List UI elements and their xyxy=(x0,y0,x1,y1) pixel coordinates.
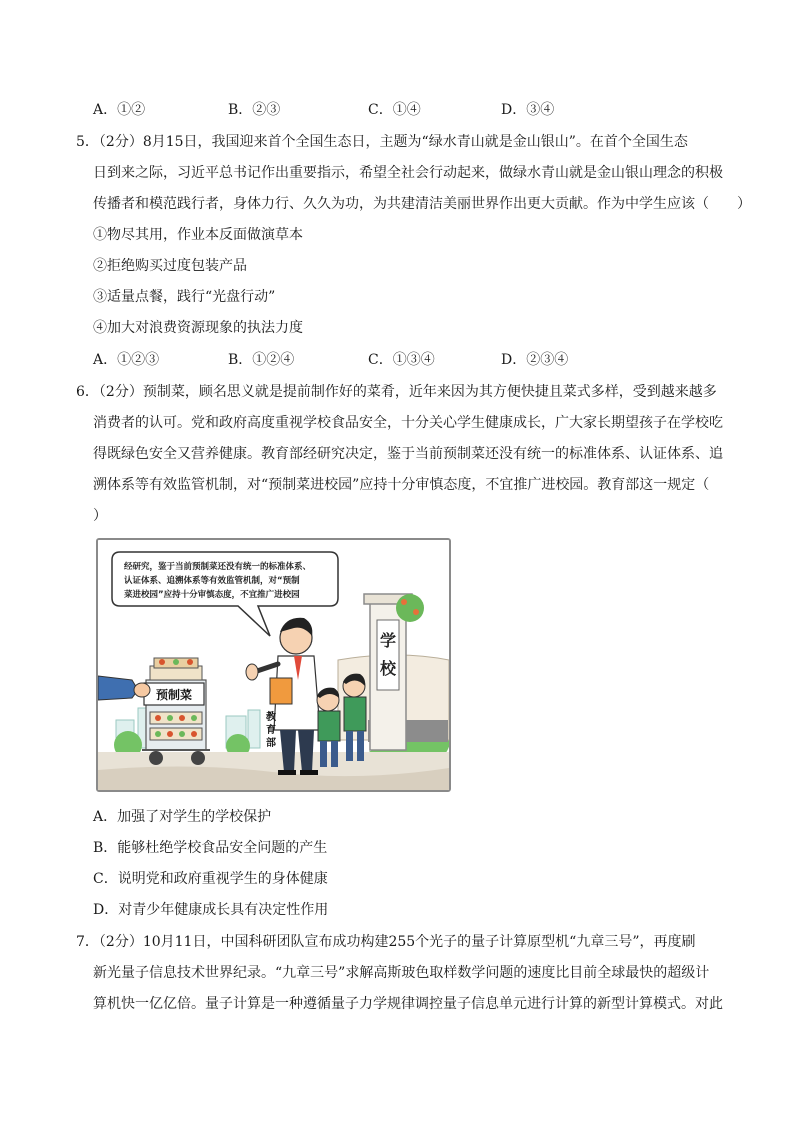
q6-stem-line-5: ） xyxy=(93,508,107,524)
q6-stem-line-3: 得既绿色安全又营养健康。教育部经研究决定，鉴于当前预制菜还没有统一的标准体系、认证体系、追 xyxy=(93,446,723,462)
q7-stem-line-2: 新光量子信息技术世界纪录。“九章三号”求解高斯玻色取样数学问题的速度比目前全球最快的超级计 xyxy=(93,965,710,981)
q5-stem-line-1: 5．（2分）8月15日，我国迎来首个全国生态日，主题为“绿水青山就是金山银山”。在首个全国生态 xyxy=(76,134,688,150)
q5-option-b: B．①②④ xyxy=(228,352,295,368)
cart-label: 预制菜 xyxy=(155,688,193,702)
q6-option-c: C．说明党和政府重视学生的身体健康 xyxy=(93,871,328,887)
speech-line-2: 认证体系、追溯体系等有效监管机制，对“预制 xyxy=(124,576,300,586)
q6-option-b: B．能够杜绝学校食品安全问题的产生 xyxy=(93,840,328,856)
ministry-label-1: 教 xyxy=(266,712,276,723)
q4-option-d: D．③④ xyxy=(501,102,555,118)
q6-cartoon-illustration xyxy=(96,538,451,792)
q4-option-a: A．①② xyxy=(93,102,146,118)
q5-option-c: C．①③④ xyxy=(368,352,435,368)
q6-option-a: A．加强了对学生的学校保护 xyxy=(93,809,272,825)
q5-stem-line-3: 传播者和模范践行者，身体力行、久久为功，为共建清洁美丽世界作出更大贡献。作为中学生应该（ ） xyxy=(93,196,751,212)
q7-stem-line-3: 算机快一亿亿倍。量子计算是一种遵循量子力学规律调控量子信息单元进行计算的新型计算模式。对此 xyxy=(93,996,723,1012)
q7-stem-line-1: 7．（2分）10月11日，中国科研团队宣布成功构建255个光子的量子计算原型机“九章三号”，再度刷 xyxy=(76,934,696,950)
q6-option-d: D．对青少年健康成长具有决定性作用 xyxy=(93,902,329,918)
ministry-label-2: 育 xyxy=(266,725,276,736)
q6-stem-line-4: 溯体系等有效监管机制，对“预制菜进校园”应持十分审慎态度，不宜推广进校园。教育部这一规定（ xyxy=(93,477,710,493)
ministry-label-3: 部 xyxy=(266,738,276,749)
q5-stem-line-2: 日到来之际，习近平总书记作出重要指示，希望全社会行动起来，做绿水青山就是金山银山理念的积极 xyxy=(93,165,723,181)
q5-item-4: ④加大对浪费资源现象的执法力度 xyxy=(93,320,303,336)
q5-option-d: D．②③④ xyxy=(501,352,569,368)
school-sign-char-2: 校 xyxy=(379,659,397,678)
q6-stem-line-1: 6．（2分）预制菜，顾名思义就是提前制作好的菜肴，近年来因为其方便快捷且菜式多样，受到越来越多 xyxy=(76,384,717,400)
q5-option-a: A．①②③ xyxy=(93,352,160,368)
q5-item-2: ②拒绝购买过度包装产品 xyxy=(93,258,247,274)
q5-item-3: ③适量点餐，践行“光盘行动” xyxy=(93,289,276,305)
q6-stem-line-2: 消费者的认可。党和政府高度重视学校食品安全，十分关心学生健康成长，广大家长期望孩子在学校吃 xyxy=(93,415,723,431)
speech-line-1: 经研究，鉴于当前预制菜还没有统一的标准体系、 xyxy=(124,562,312,572)
school-sign-char-1: 学 xyxy=(379,631,397,650)
speech-line-3: 菜进校园”应持十分审慎态度，不宜推广进校园 xyxy=(124,590,300,600)
q4-option-b: B．②③ xyxy=(228,102,281,118)
q5-item-1: ①物尽其用，作业本反面做演草本 xyxy=(93,227,303,243)
food-cart xyxy=(142,658,210,765)
q4-option-c: C．①④ xyxy=(368,102,421,118)
